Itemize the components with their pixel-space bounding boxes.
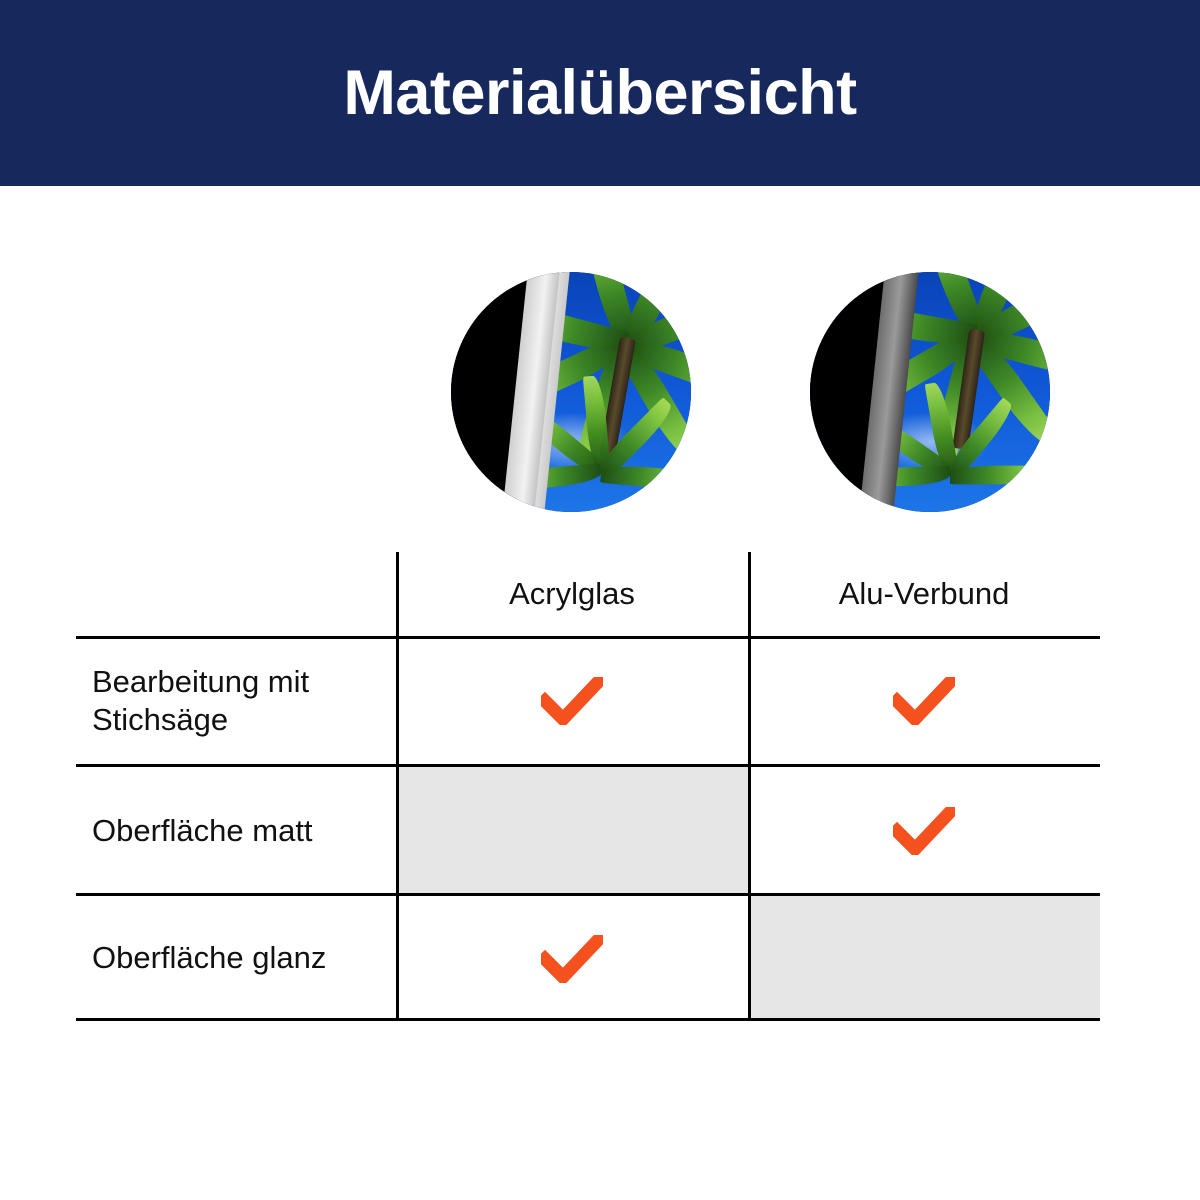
cell-matt-alu-verbund xyxy=(748,766,1100,896)
table-row xyxy=(76,636,1100,766)
row-label-oberflaeche-glanz: Oberfläche glanz xyxy=(92,940,327,976)
table-header-alu-verbund xyxy=(748,552,1100,636)
cell-matt-acrylglas xyxy=(396,766,748,896)
acrylglas-thumbnail xyxy=(451,272,691,512)
page-header xyxy=(0,0,1200,186)
table-header-acrylglas xyxy=(396,552,748,636)
table-header-empty xyxy=(76,552,396,636)
alu-verbund-thumbnail xyxy=(810,272,1050,512)
cell-bearbeitung-acrylglas xyxy=(396,636,748,766)
cell-bearbeitung-alu-verbund xyxy=(748,636,1100,766)
check-icon xyxy=(541,935,603,983)
material-thumbnails xyxy=(0,272,1200,512)
table-header-row xyxy=(76,552,1100,636)
cell-glanz-alu-verbund xyxy=(748,896,1100,1021)
table-body xyxy=(76,552,1100,1021)
row-label-oberflaeche-matt: Oberfläche matt xyxy=(92,812,313,848)
palm-tree-photo xyxy=(451,272,691,512)
check-icon xyxy=(541,677,603,725)
material-comparison-table xyxy=(76,552,1100,1021)
table-row xyxy=(76,766,1100,896)
page-title: Materialübersicht xyxy=(343,57,857,128)
column-label-acrylglas: Acrylglas xyxy=(509,576,635,611)
cell-glanz-acrylglas xyxy=(396,896,748,1021)
check-icon xyxy=(893,807,955,855)
column-label-alu-verbund: Alu-Verbund xyxy=(838,576,1010,611)
row-label-bearbeitung-stichsaege: Bearbeitung mit Stichsäge xyxy=(92,663,310,737)
table-row xyxy=(76,896,1100,1021)
check-icon xyxy=(893,677,955,725)
palm-tree-photo xyxy=(810,272,1050,512)
